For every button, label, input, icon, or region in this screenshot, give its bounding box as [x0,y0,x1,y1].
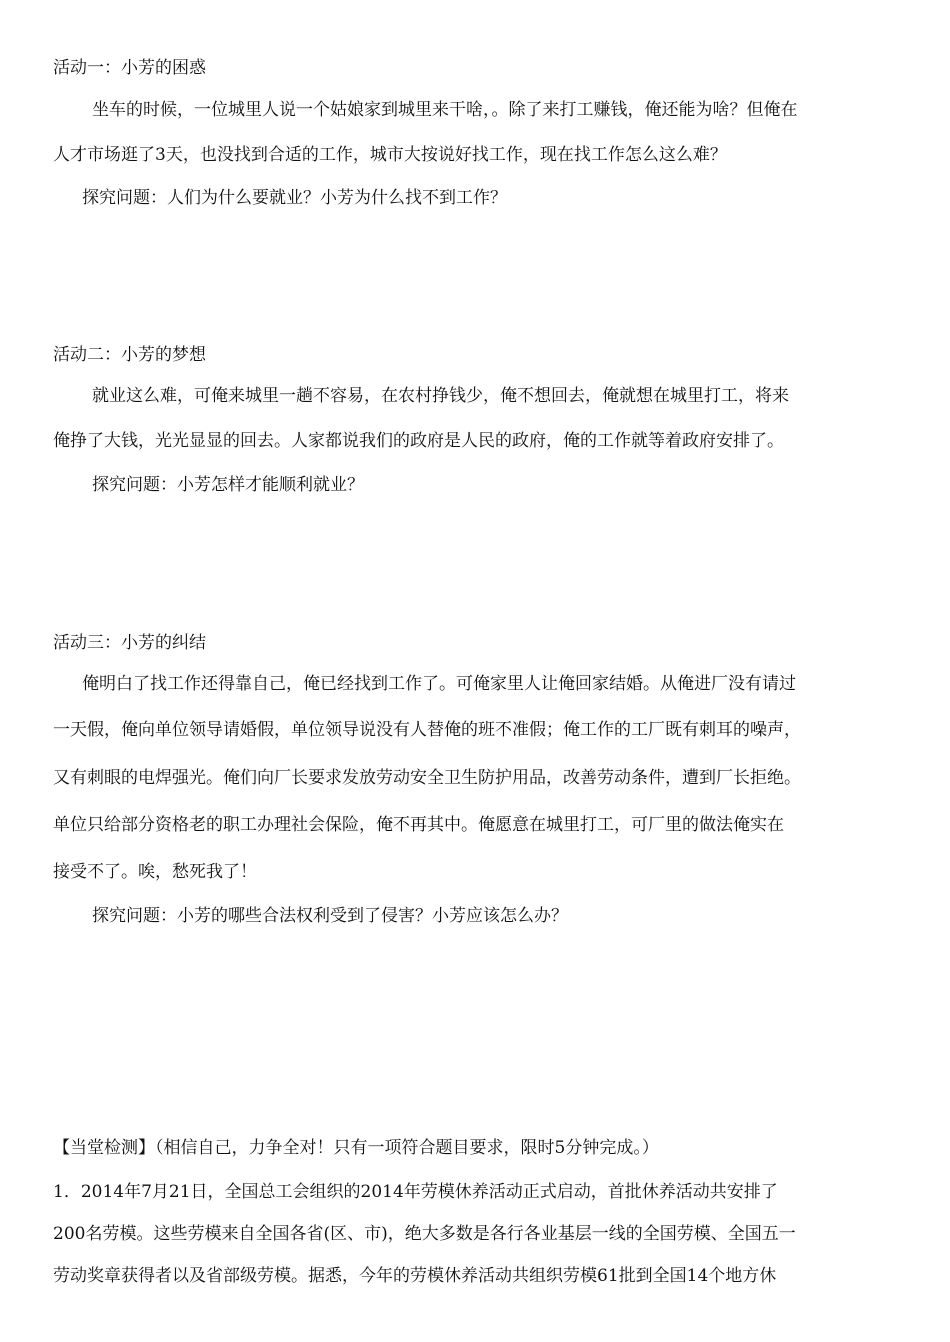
activity3-title: 活动三：小芳的纠结 [53,633,206,653]
activity1-paragraph-line: 坐车的时候，一位城里人说一个姑娘家到城里来干啥，。除了来打工赚钱，俺还能为啥？但俺在 [92,100,798,120]
activity3-paragraph-line: 俺明白了找工作还得靠自己，俺已经找到工作了。可俺家里人让俺回家结婚。从俺进厂没有请过 [82,674,796,694]
quiz-question-line: 1．2014年7月21日，全国总工会组织的2014年劳模休养活动正式启动，首批休养活动共安排了 [53,1182,778,1202]
activity2-title: 活动二：小芳的梦想 [53,345,206,365]
activity3-paragraph-line: 一天假，俺向单位领导请婚假，单位领导说没有人替俺的班不准假；俺工作的工厂既有刺耳的噪声， [53,720,801,740]
activity2-question: 探究问题：小芳怎样才能顺利就业？ [92,475,364,495]
quiz-question-line: 200名劳模。这些劳模来自全国各省(区、市)，绝大多数是各行各业基层一线的全国劳模、全国五一 [53,1224,796,1244]
activity1-question: 探究问题：人们为什么要就业？小芳为什么找不到工作？ [82,188,507,208]
activity3-paragraph-line: 接受不了。唉，愁死我了！ [53,862,257,882]
activity2-paragraph-line: 就业这么难，可俺来城里一趟不容易，在农村挣钱少，俺不想回去，俺就想在城里打工，将来 [92,386,789,406]
activity1-paragraph-line: 人才市场逛了3天，也没找到合适的工作，城市大按说好找工作，现在找工作怎么这么难？ [53,145,727,165]
activity3-paragraph-line: 又有刺眼的电焊强光。俺们向厂长要求发放劳动安全卫生防护用品，改善劳动条件，遭到厂长拒绝。 [53,768,801,788]
activity2-paragraph-line: 俺挣了大钱，光光显显的回去。人家都说我们的政府是人民的政府，俺的工作就等着政府安排了。 [53,431,784,451]
quiz-question-line: 劳动奖章获得者以及省部级劳模。据悉，今年的劳模休养活动共组织劳模61批到全国14个地方休 [53,1266,777,1286]
activity3-paragraph-line: 单位只给部分资格老的职工办理社会保险，俺不再其中。俺愿意在城里打工，可厂里的做法俺实在 [53,815,784,835]
quiz-header: 【当堂检测】（相信自己，力争全对！只有一项符合题目要求，限时5分钟完成。） [53,1138,659,1158]
activity3-question: 探究问题：小芳的哪些合法权利受到了侵害？小芳应该怎么办？ [92,906,568,926]
activity1-title: 活动一：小芳的困惑 [53,58,206,78]
